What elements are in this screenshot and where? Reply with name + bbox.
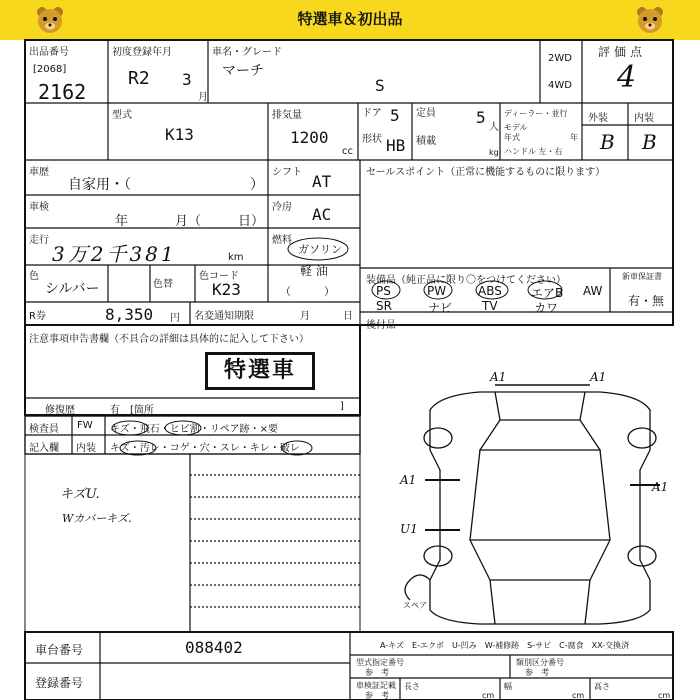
color-change-label: 色替 bbox=[153, 279, 173, 290]
history-value: 自家用・（ bbox=[68, 177, 131, 193]
displacement-unit: cc bbox=[342, 146, 353, 157]
registration-month-unit: 月 bbox=[198, 92, 208, 103]
displacement-value: 1200 bbox=[290, 128, 329, 147]
cert-height-unit: cm bbox=[658, 691, 671, 700]
recycle-unit: 円 bbox=[170, 313, 180, 324]
fuel-label: 燃料 bbox=[272, 235, 292, 246]
grade-value: 4 bbox=[617, 60, 637, 95]
fuel-paren: （ ） bbox=[280, 285, 335, 298]
capacity-label: 定員 bbox=[416, 108, 436, 119]
recycle-value: 8,350 bbox=[105, 305, 154, 324]
aircon-value: AC bbox=[312, 205, 332, 224]
mark-top-right: A1 bbox=[590, 370, 607, 384]
handle-label: ハンドル 左・右 bbox=[504, 147, 563, 156]
dealer-model-label: モデル bbox=[504, 123, 528, 132]
chassis-value: 088402 bbox=[185, 638, 243, 657]
lot-label: 出品番号 bbox=[29, 47, 69, 58]
aftermarket-label: 後付品 bbox=[366, 320, 396, 331]
dealer-year-label: 年式 bbox=[504, 133, 520, 142]
cert-width-unit: cm bbox=[572, 691, 585, 700]
color-label: 色 bbox=[29, 271, 39, 282]
car-name-value: マーチ bbox=[222, 63, 264, 79]
history-label: 車歴 bbox=[29, 167, 49, 178]
grade-label: 評価点 bbox=[598, 45, 647, 59]
equipment-label: 装備品（純正品に限り〇をつけてください） bbox=[366, 275, 566, 286]
shift-label: シフト bbox=[272, 167, 302, 178]
registration-era: R2 bbox=[128, 68, 150, 89]
check-int-items: キズ・汚レ・コゲ・穴・スレ・キレ・破レ bbox=[110, 443, 300, 454]
load-label: 積載 bbox=[416, 136, 436, 147]
check-int: 内装 bbox=[76, 443, 96, 454]
drive-4wd: 4WD bbox=[548, 80, 572, 91]
doors-value: 5 bbox=[390, 106, 400, 125]
exterior-label: 外装 bbox=[588, 113, 608, 124]
cert-length-unit: cm bbox=[482, 691, 495, 700]
mark-spare: スペア bbox=[403, 601, 427, 610]
aircon-label: 冷房 bbox=[272, 202, 292, 213]
check-label: 検査員 bbox=[29, 424, 59, 435]
note-line1: キズU. bbox=[60, 487, 100, 502]
header-title: 特選車＆初出品 bbox=[297, 10, 403, 28]
model-value: K13 bbox=[165, 125, 194, 144]
equip-abs: ABS bbox=[478, 284, 502, 298]
notice-month: 月 bbox=[300, 311, 310, 322]
warranty-label: 新車保証書 bbox=[622, 272, 662, 281]
equip-aw: AW bbox=[583, 284, 603, 298]
mileage-unit: km bbox=[228, 252, 244, 263]
note-line2: Wカバーキズ. bbox=[62, 512, 132, 525]
mark-left-low: U1 bbox=[400, 522, 418, 536]
interior-value: B bbox=[642, 130, 657, 154]
reg-no-label: 登録番号 bbox=[35, 676, 84, 690]
load-unit: kg bbox=[489, 148, 499, 157]
equip-ps: PS bbox=[376, 284, 391, 298]
dealer-year-unit: 年 bbox=[570, 133, 578, 142]
inspection-day: 日） bbox=[238, 214, 265, 229]
interior-label: 内装 bbox=[634, 113, 654, 124]
color-code-value: K23 bbox=[212, 280, 241, 299]
shift-value: AT bbox=[312, 172, 332, 191]
mark-left: A1 bbox=[400, 473, 417, 487]
cert-height: 高さ bbox=[594, 682, 610, 691]
type-spec-label: 型式指定番号 bbox=[356, 658, 404, 667]
displacement-label: 排気量 bbox=[272, 110, 302, 121]
registration-month: 3 bbox=[182, 70, 192, 89]
equip-leather: カワ bbox=[534, 301, 559, 315]
class-no-sub: 参 考 bbox=[525, 668, 549, 677]
remarks-label: 注意事項申告書欄（不具合の詳細は具体的に記入して下さい） bbox=[29, 334, 309, 345]
legend-text: A-キズ E-エクボ U-凹み W-補修跡 S-サビ C-腐食 XX-交換済 bbox=[380, 641, 630, 650]
body-shape-label: 形状 bbox=[362, 134, 382, 145]
cert-length: 長さ bbox=[404, 682, 420, 691]
capacity-value: 5 bbox=[476, 108, 486, 127]
cert-sub: 参 考 bbox=[365, 691, 389, 700]
car-diagram bbox=[405, 385, 660, 624]
history-close: ） bbox=[250, 177, 264, 193]
equip-airbag: エアB bbox=[531, 286, 564, 300]
recycle-label: R券 bbox=[29, 311, 46, 322]
lot-number: 2162 bbox=[38, 80, 87, 104]
car-name-label: 車名・グレード bbox=[212, 47, 282, 58]
cert-label: 車検証記載 bbox=[356, 681, 396, 690]
mileage-value: 3万2千381 bbox=[52, 242, 177, 266]
repair-value: 有 [箇所 bbox=[110, 405, 154, 416]
fuel-diesel: 軽 油 bbox=[300, 264, 328, 278]
type-spec-sub: 参 考 bbox=[365, 668, 389, 677]
drive-2wd: 2WD bbox=[548, 53, 572, 64]
class-no-label: 類別区分番号 bbox=[516, 658, 564, 667]
inspection-year: 年 bbox=[115, 214, 129, 229]
mileage-label: 走行 bbox=[29, 235, 49, 246]
notice-day: 日 bbox=[343, 311, 353, 322]
registration-label: 初度登録年月 bbox=[112, 47, 172, 58]
cert-width: 幅 bbox=[504, 682, 512, 691]
color-value: シルバー bbox=[45, 281, 100, 297]
fuel-gas: ガソリン bbox=[298, 243, 342, 256]
lot-sub: [2068] bbox=[33, 64, 67, 75]
car-grade-value: S bbox=[375, 76, 385, 95]
repair-label: 修復歴 bbox=[45, 405, 75, 416]
color-code-label: 色コード bbox=[199, 271, 239, 282]
equip-tv: TV bbox=[482, 299, 498, 313]
repair-close: ] bbox=[340, 401, 344, 412]
inspection-label: 車検 bbox=[29, 202, 49, 213]
check-fw-items: キズ・飛石・ヒビ割・リペア跡・×要 bbox=[110, 424, 278, 435]
doors-label: ドア bbox=[362, 108, 382, 119]
warranty-value: 有・無 bbox=[628, 294, 665, 308]
model-label: 型式 bbox=[112, 110, 132, 121]
equip-sr: SR bbox=[376, 299, 392, 313]
check-label2: 記入欄 bbox=[29, 443, 59, 454]
equip-pw: PW bbox=[427, 284, 447, 298]
mark-right: A1 bbox=[652, 480, 669, 494]
tokusen-stamp: 特選車 bbox=[205, 352, 315, 390]
notice-label: 名変通知期限 bbox=[194, 311, 254, 322]
inspection-month: 月（ bbox=[175, 214, 202, 229]
body-shape-value: HB bbox=[386, 136, 406, 155]
exterior-value: B bbox=[600, 130, 615, 154]
chassis-label: 車台番号 bbox=[35, 643, 84, 657]
dealer-label: ディーラー・並行 bbox=[504, 109, 568, 118]
check-fw: FW bbox=[77, 420, 93, 431]
capacity-unit: 人 bbox=[489, 122, 499, 133]
mark-top-left: A1 bbox=[490, 370, 507, 384]
equip-navi: ナビ bbox=[428, 301, 453, 315]
sales-point-label: セールスポイント（正常に機能するものに限ります） bbox=[366, 167, 606, 178]
